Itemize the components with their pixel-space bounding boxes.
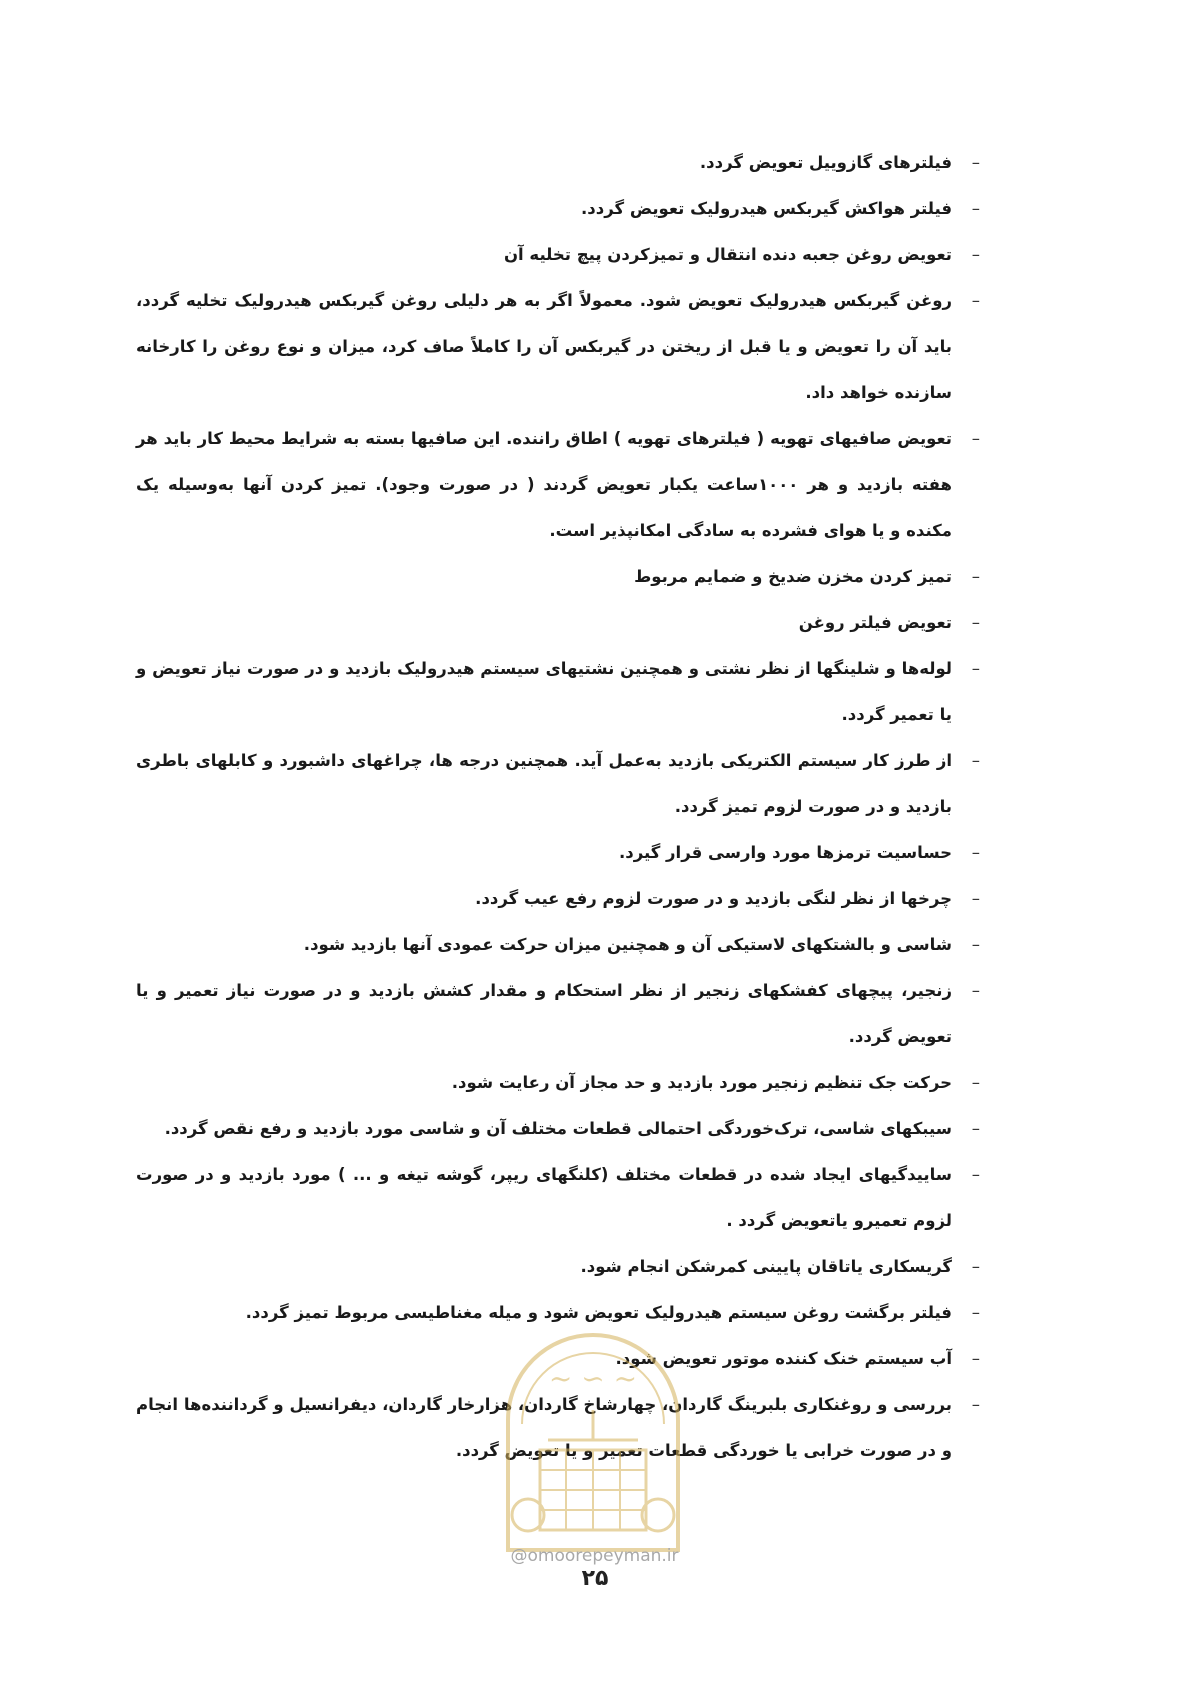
bullet-dash: –	[971, 889, 980, 908]
list-item	[136, 416, 986, 554]
list-item-text: آب سیستم خنک کننده موتور تعویض شود.	[615, 1349, 952, 1368]
list-item-text: روغن گیربکس هیدرولیک تعویض شود. معمولاً اگر به هر دلیلی روغن گیربکس هیدرولیک تخلیه گردد، باید آن را تعویض و یا قبل از ریختن در گیربکس آن را کاملاً صاف کرد، میزان و نوع روغن را کارخانه سازنده خواهد داد.	[136, 291, 952, 402]
list-item-text: گریسکاری یاتاقان پایینی کمرشکن انجام شود.	[580, 1257, 952, 1276]
list-item-text: تعویض فیلتر روغن	[798, 613, 952, 632]
list-item-text: ساییدگیهای ایجاد شده در قطعات مختلف (کلنگهای ریپر، گوشه تیغه و ... ) مورد بازدید و در صورت لزوم تعمیرو یاتعویض گردد .	[136, 1165, 952, 1230]
list-item	[136, 600, 986, 646]
list-item	[136, 1152, 986, 1244]
list-item	[136, 1060, 986, 1106]
bullet-dash: –	[971, 567, 980, 586]
list-item-text: زنجیر، پیچهای کفشکهای زنجیر از نظر استحکام و مقدار کشش بازدید و در صورت نیاز تعمیر و یا تعویض گردد.	[136, 981, 952, 1046]
bullet-dash: –	[971, 659, 980, 678]
list-item	[136, 140, 986, 186]
bullet-dash: –	[971, 981, 980, 1000]
bullet-dash: –	[971, 935, 980, 954]
bullet-dash: –	[971, 843, 980, 862]
list-item	[136, 1106, 986, 1152]
list-item	[136, 968, 986, 1060]
bullet-dash: –	[971, 1073, 980, 1092]
bullet-dash: –	[971, 613, 980, 632]
bullet-dash: –	[971, 1119, 980, 1138]
bullet-dash: –	[971, 751, 980, 770]
bullet-dash: –	[971, 153, 980, 172]
bullet-dash: –	[971, 245, 980, 264]
watermark-site: @omoorepeyman.ir	[510, 1546, 679, 1566]
svg-text:~ ∽ ~: ~ ∽ ~	[548, 1362, 638, 1395]
maintenance-checklist	[136, 140, 986, 1474]
list-item-text: سیبکهای شاسی، ترک‌خوردگی احتمالی قطعات مختلف آن و شاسی مورد بازدید و رفع نقص گردد.	[164, 1119, 952, 1138]
bullet-dash: –	[971, 1395, 980, 1414]
list-item-text: فیلتر هواکش گیربکس هیدرولیک تعویض گردد.	[581, 199, 952, 218]
list-item-text: چرخها از نظر لنگی بازدید و در صورت لزوم رفع عیب گردد.	[475, 889, 952, 908]
list-item	[136, 232, 986, 278]
list-item-text: تمیز کردن مخزن ضدیخ و ضمایم مربوط	[634, 567, 952, 586]
bullet-dash: –	[971, 1349, 980, 1368]
page-number: ۲۵	[581, 1566, 609, 1591]
list-item	[136, 646, 986, 738]
list-item	[136, 876, 986, 922]
list-item-text: تعویض روغن جعبه دنده انتقال و تمیزکردن پیچ تخلیه آن	[503, 245, 952, 264]
list-item	[136, 922, 986, 968]
list-item	[136, 738, 986, 830]
list-item	[136, 186, 986, 232]
list-item-text: فیلترهای گازوییل تعویض گردد.	[699, 153, 952, 172]
bullet-dash: –	[971, 1165, 980, 1184]
list-item	[136, 1244, 986, 1290]
bullet-dash: –	[971, 291, 980, 310]
list-item-text: بررسی و روغنکاری بلبرینگ گاردان، چهارشاخ گاردان، هزارخار گاردان، دیفرانسیل و گرداننده‌ها انجام و در صورت خرابی یا خوردگی قطعات تعمیر و یا تعویض گردد.	[136, 1395, 952, 1460]
bullet-dash: –	[971, 429, 980, 448]
list-item-text: تعویض صافیهای تهویه ( فیلترهای تهویه ) اطاق راننده. این صافیها بسته به شرایط محیط کار باید هر هفته بازدید و هر ۱۰۰۰ساعت یکبار تعویض گردند ( در صورت وجود). تمیز کردن آنها به‌وسیله یک مکنده و یا هوای فشرده به سادگی امکانپذیر است.	[136, 429, 952, 540]
list-item	[136, 554, 986, 600]
watermark-seal	[488, 1300, 698, 1570]
bullet-dash: –	[971, 1257, 980, 1276]
list-item-text: فیلتر برگشت روغن سیستم هیدرولیک تعویض شود و میله مغناطیسی مربوط تمیز گردد.	[245, 1303, 952, 1322]
bullet-dash: –	[971, 199, 980, 218]
list-item-text: حساسیت ترمزها مورد وارسی قرار گیرد.	[618, 843, 952, 862]
list-item-text: حرکت جک تنظیم زنجیر مورد بازدید و حد مجاز آن رعایت شود.	[451, 1073, 952, 1092]
list-item-text: شاسی و بالشتکهای لاستیکی آن و همچنین میزان حرکت عمودی آنها بازدید شود.	[303, 935, 952, 954]
list-item-text: لوله‌ها و شلینگها از نظر نشتی و همچنین نشتیهای سیستم هیدرولیک بازدید و در صورت نیاز تعویض و یا تعمیر گردد.	[136, 659, 952, 724]
list-item-text: از طرز کار سیستم الکتریکی بازدید به‌عمل آید. همچنین درجه ها، چراغهای داشبورد و کابلهای باطری بازدید و در صورت لزوم تمیز گردد.	[136, 751, 952, 816]
bullet-dash: –	[971, 1303, 980, 1322]
list-item	[136, 278, 986, 416]
list-item	[136, 830, 986, 876]
